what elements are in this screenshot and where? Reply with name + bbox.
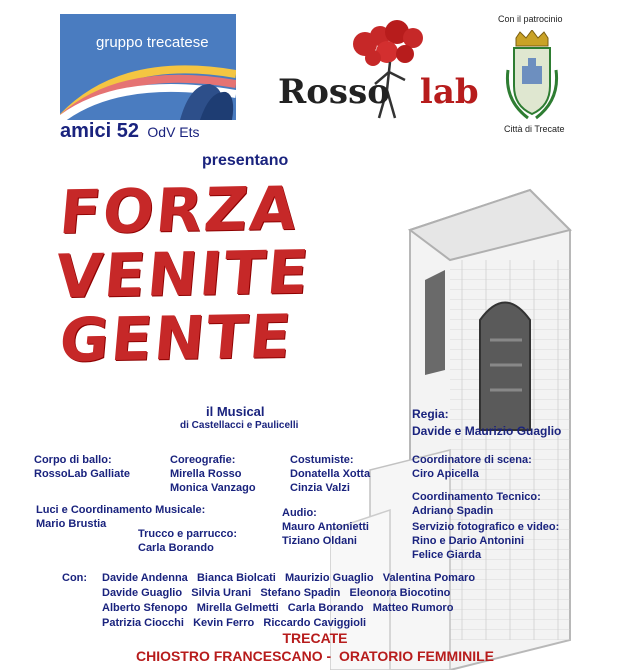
rainbow-faces-icon	[60, 54, 236, 120]
amici52-name	[60, 120, 200, 143]
audio-label: Audio:	[282, 507, 317, 519]
corpo-label: Corpo di ballo:	[34, 454, 112, 466]
cast-line-4: Patrizia Ciocchi Kevin Ferro Riccardo Caviggioli	[102, 617, 367, 629]
coord-scena-value: Ciro Apicella	[412, 468, 479, 480]
cast-line-2: Davide Guaglio Silvia Urani Stefano Spadin Eleonora Biocotino	[102, 587, 451, 599]
luci-value: Mario Brustia	[36, 518, 107, 530]
coord-scena-label: Coordinatore di scena:	[412, 454, 532, 466]
rossolab-word-b: lab	[419, 72, 479, 112]
amici52-logo-top-text: gruppo trecatese	[96, 34, 209, 51]
cast-line-1: Davide Andenna Bianca Biolcati Maurizio Guaglio Valentina Pomaro	[102, 572, 476, 584]
title-line-3: GENTE	[56, 301, 296, 377]
title-line-1: FORZA	[56, 173, 302, 249]
trucco-label: Trucco e parrucco:	[138, 528, 238, 540]
musical-label: il Musical	[206, 404, 265, 419]
trecate-coat-of-arms-icon	[502, 30, 562, 120]
costum-value-2: Cinzia Valzi	[290, 482, 350, 494]
presentano-text: presentano	[202, 152, 289, 169]
patrocinio-text: Con il patrocinio	[498, 14, 563, 24]
luci-label: Luci e Coordinamento Musicale:	[36, 504, 206, 516]
venue-city: TRECATE	[282, 630, 348, 646]
coreo-label: Coreografie:	[170, 454, 236, 466]
audio-value-2: Tiziano Oldani	[282, 535, 357, 547]
costum-label: Costumiste:	[290, 454, 354, 466]
foto-label: Servizio fotografico e video:	[412, 521, 560, 533]
rossolab-wordmark	[278, 72, 479, 112]
amici52-suffix: OdV Ets	[147, 124, 200, 140]
trucco-value: Carla Borando	[138, 542, 214, 554]
costum-value-1: Donatella Xotta	[290, 468, 371, 480]
rossolab-word-a: Rosso	[278, 72, 390, 112]
regia-value: Davide e Maurizio Guaglio	[412, 424, 562, 438]
audio-value-1: Mauro Antonietti	[282, 521, 369, 533]
venue-place: CHIOSTRO FRANCESCANO - ORATORIO FEMMINILE	[135, 648, 495, 664]
coreo-value-1: Mirella Rosso	[170, 468, 242, 480]
authors-text: di Castellacci e Paulicelli	[180, 420, 299, 431]
foto-value-2: Felice Giarda	[412, 549, 482, 561]
coreo-value-2: Monica Vanzago	[170, 482, 256, 494]
citta-text: Città di Trecate	[504, 124, 565, 134]
coord-tec-label: Coordinamento Tecnico:	[412, 491, 541, 503]
cast-label: Con:	[62, 572, 88, 584]
cast-line-3: Alberto Sfenopo Mirella Gelmetti Carla Borando Matteo Rumoro	[102, 602, 454, 614]
amici52-name-text: amici 52	[60, 120, 139, 142]
foto-value-1: Rino e Dario Antonini	[412, 535, 525, 547]
title-line-2: VENITE	[52, 237, 314, 313]
coord-tec-value: Adriano Spadin	[412, 505, 494, 517]
corpo-value: RossoLab Galliate	[34, 468, 130, 480]
regia-label: Regia:	[412, 407, 449, 421]
amici52-logo	[60, 14, 236, 120]
